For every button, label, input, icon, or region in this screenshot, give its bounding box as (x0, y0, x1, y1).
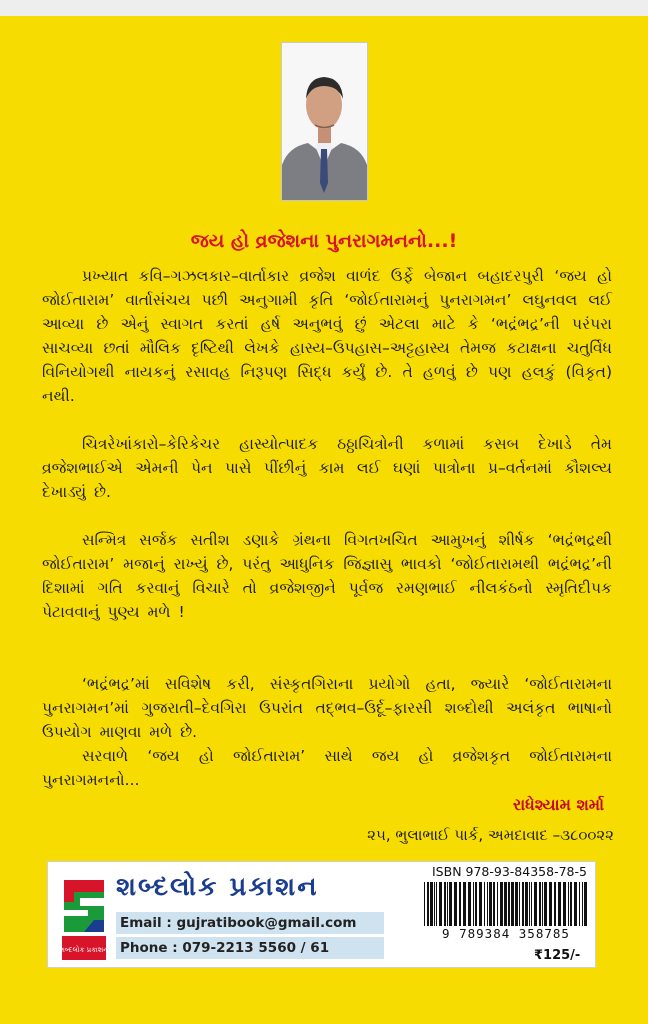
review-paragraph-3: સન્મિત્ર સર્જક સતીશ ડણાકે ગ્રંથના વિગતખચિત આમુખનું શીર્ષક ‘ભદ્રંભદ્રથી જોઈતારામ’ મજાનું રાખ્યું છે, પરંતુ આધુનિક જિજ્ઞાસુ ભાવકો ‘જોઈતારામથી ભદ્રંભદ્ર’ની દિશામાં ગતિ કરવાનું વિચારે તો વ્રજેશજીને પૂર્વજ રમણભાઈ નીલકંઠનો સ્મૃતિદીપક પેટાવવાનું પુણ્ય મળે ! (42, 531, 612, 621)
review-heading: જય હો વ્રજેશના પુનરાગમનનો...! (190, 230, 458, 252)
review-paragraph-1: પ્રખ્યાત કવિ–ગઝલકાર–વાર્તાકાર વ્રજેશ વાળંદ ઉર્ફે બેજાન બહાદરપુરી ‘જય હો જોઈતારામ’ વાર્તાસંચય પછી અનુગામી કૃતિ ‘જોઈતારામનું પુનરાગમન’ લઘુનવલ લઈ આવ્યા છે એનું સ્વાગત કરતાં હર્ષ અનુભવું છું એટલા માટે કે ‘ભદ્રંભદ્ર’ની પરંપરા સાચવ્યા છતાં મૌલિક દૃષ્ટિથી લેખકે હાસ્ય–ઉપહાસ–અટ્ટહાસ્ય તેમજ કટાક્ષના ચતુર્વિધ વિનિયોગથી નાયકનું રસાવહ નિરૂપણ સિદ્ધ કર્યું છે. તે હળવું છે પણ હલકું (વિકૃત) નથી. (42, 267, 612, 405)
publisher-phone: Phone : 079-2213 5560 / 61 (116, 937, 384, 959)
book-price: ₹125/- (534, 948, 581, 963)
reviewer-address: ૨૫, ભુલાભાઈ પાર્ક, અમદાવાદ –૩૮૦૦૨૨ (367, 826, 614, 844)
author-portrait (281, 42, 368, 201)
barcode-digits: 9 789384 358785 (420, 926, 592, 944)
publisher-s-logo-icon (59, 876, 109, 960)
publisher-name: શબ્દલોક પ્રકાશન (116, 872, 319, 902)
publisher-email: Email : gujratibook@gmail.com (116, 912, 384, 934)
review-paragraph-4: ‘ભદ્રંભદ્ર’માં સવિશેષ કરી, સંસ્કૃતગિરાના પ્રયોગો હતા, જ્યારે ‘જોઈતારામના પુનરાગમન’માં ગુજરાતી–દેવગિરા ઉપરાંત તદ્‌ભવ–ઉર્દૂ–ફારસી શબ્દોથી અલંકૃત ભાષાનો ઉપયોગ માણવા મળે છે. (42, 675, 612, 741)
publisher-panel (47, 861, 596, 968)
reviewer-name: રાધેશ્યામ શર્મા (512, 795, 604, 814)
logo-caption: શબ્દલોક પ્રકાશન (59, 946, 109, 954)
review-paragraph-2: ચિત્રરેખાંકારો–કેરિકેચર હાસ્યોત્પાદક ઠઠ્ઠાચિત્રોની કળામાં કસબ દેખાડે તેમ વ્રજેશભાઈએ એમની પેન પાસે પીંછીનું કામ લઈ ઘણાં પાત્રોના પ્ર–વર્તનમાં કૌશલ્ય દેખાડ્યું છે. (42, 435, 612, 501)
top-band (0, 0, 648, 16)
review-paragraph-5: સરવાળે ‘જય હો જોઈતારામ’ સાથે જય હો વ્રજેશકૃત જોઈતારામના પુનરાગમનનો... (42, 747, 612, 789)
isbn-label: ISBN 978-93-84358-78-5 (432, 864, 587, 879)
author-photo-icon (282, 43, 367, 200)
